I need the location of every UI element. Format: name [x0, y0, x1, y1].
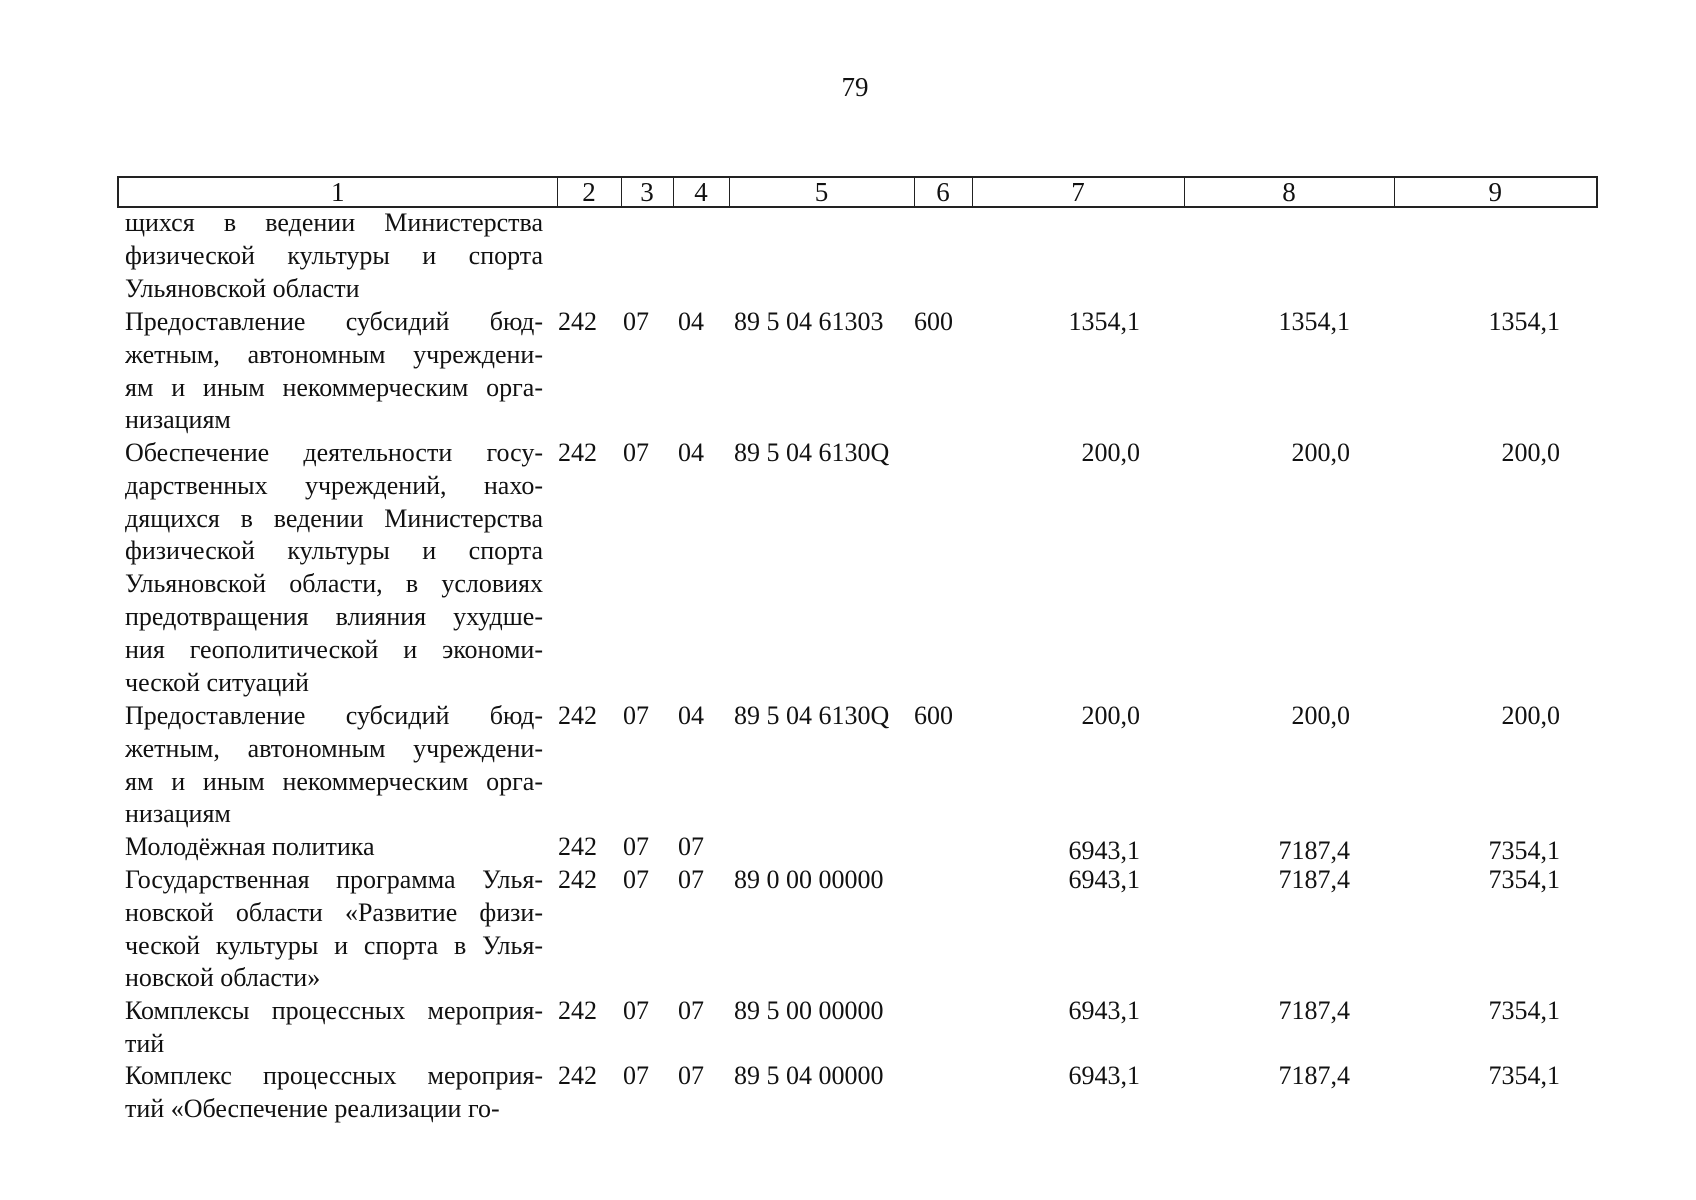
cell-column-7: 6943,1: [1068, 865, 1140, 894]
cell-column-2: 242: [558, 307, 597, 336]
description-line: предотвращения влияния ухудше-: [125, 601, 543, 631]
description-line: новской области «Развитие физи-: [125, 897, 543, 927]
cell-column-4: 04: [678, 438, 704, 467]
column-header-3: 3: [621, 177, 673, 207]
cell-column-8: 7187,4: [1278, 836, 1350, 865]
cell-column-3: 07: [623, 701, 649, 730]
description-line: жетным, автономным учреждени-: [125, 339, 543, 369]
column-header-6: 6: [914, 177, 972, 207]
description-line: физической культуры и спорта: [125, 240, 543, 270]
cell-column-7: 200,0: [1081, 701, 1140, 730]
description-line: новской области»: [125, 963, 321, 993]
description-line: тий «Обеспечение реализации го-: [125, 1093, 500, 1123]
page-number: 79: [841, 72, 869, 102]
cell-column-5: 89 5 04 6130Q: [734, 701, 890, 730]
description-line: Обеспечение деятельности госу-: [125, 438, 543, 467]
cell-column-2: 242: [558, 1061, 597, 1090]
row-description: [125, 1060, 543, 1126]
cell-column-9: 7354,1: [1488, 996, 1560, 1025]
cell-column-5: 89 5 04 6130Q: [734, 438, 890, 467]
column-header-1: 1: [331, 177, 345, 207]
cell-column-7: 6943,1: [1068, 836, 1140, 865]
row-description: [125, 700, 543, 831]
description-line: ческой культуры и спорта в Улья-: [125, 930, 543, 960]
description-line: ческой ситуаций: [125, 667, 309, 697]
cell-column-7: 1354,1: [1068, 307, 1140, 336]
description-line: физической культуры и спорта: [125, 536, 543, 566]
column-header-4: 4: [673, 177, 729, 207]
cell-column-4: 07: [678, 1061, 704, 1090]
description-line: Молодёжная политика: [125, 832, 375, 861]
cell-column-4: 07: [678, 996, 704, 1025]
cell-column-3: 07: [623, 1061, 649, 1090]
description-line: жетным, автономным учреждени-: [125, 733, 543, 763]
cell-column-8: 1354,1: [1278, 307, 1350, 336]
cell-column-2: 242: [558, 865, 597, 894]
description-line: ния геополитической и экономи-: [125, 634, 543, 664]
cell-column-5: 89 5 04 61303: [734, 307, 884, 336]
cell-column-6: 600: [914, 307, 953, 336]
cell-column-2: 242: [558, 996, 597, 1025]
cell-column-4: 04: [678, 307, 704, 336]
description-line: низациям: [125, 799, 231, 829]
description-line: ям и иным некоммерческим орга-: [125, 766, 543, 796]
cell-column-5: 89 5 00 00000: [734, 996, 884, 1025]
row-description: [125, 995, 543, 1061]
cell-column-9: 7354,1: [1488, 836, 1560, 865]
cell-column-2: 242: [558, 701, 597, 730]
cell-column-7: 200,0: [1081, 438, 1140, 467]
cell-column-8: 7187,4: [1278, 1061, 1350, 1090]
cell-column-2: 242: [558, 832, 597, 861]
column-header-5: 5: [729, 177, 914, 207]
cell-column-7: 6943,1: [1068, 996, 1140, 1025]
cell-column-8: 7187,4: [1278, 996, 1350, 1025]
description-line: Государственная программа Улья-: [125, 865, 543, 894]
cell-column-9: 7354,1: [1488, 1061, 1560, 1090]
description-line: Предоставление субсидий бюд-: [125, 701, 543, 730]
cell-column-5: 89 0 00 00000: [734, 865, 884, 894]
row-description: [125, 207, 543, 305]
cell-column-8: 7187,4: [1278, 865, 1350, 894]
column-header-8: 8: [1184, 177, 1394, 207]
cell-column-3: 07: [623, 832, 649, 861]
description-line: ям и иным некоммерческим орга-: [125, 372, 543, 402]
cell-column-4: 07: [678, 832, 704, 861]
cell-column-3: 07: [623, 438, 649, 467]
row-description: [125, 306, 543, 437]
description-line: Ульяновской области: [125, 273, 360, 303]
description-line: Ульяновской области, в условиях: [125, 569, 543, 599]
description-line: тий: [125, 1028, 165, 1058]
row-description: [125, 831, 543, 864]
cell-column-9: 200,0: [1501, 701, 1560, 730]
cell-column-7: 6943,1: [1068, 1061, 1140, 1090]
cell-column-8: 200,0: [1291, 438, 1350, 467]
cell-column-4: 04: [678, 701, 704, 730]
description-line: щихся в ведении Министерства: [125, 208, 543, 237]
cell-column-3: 07: [623, 865, 649, 894]
cell-column-9: 1354,1: [1488, 307, 1560, 336]
cell-column-9: 200,0: [1501, 438, 1560, 467]
description-line: Комплекс процессных мероприя-: [125, 1061, 543, 1090]
column-header-9: 9: [1394, 177, 1597, 207]
description-line: Комплексы процессных мероприя-: [125, 996, 543, 1025]
cell-column-4: 07: [678, 865, 704, 894]
description-line: дарственных учреждений, нахо-: [125, 470, 543, 500]
row-description: [125, 437, 543, 699]
cell-column-2: 242: [558, 438, 597, 467]
cell-column-3: 07: [623, 996, 649, 1025]
cell-column-8: 200,0: [1291, 701, 1350, 730]
cell-column-3: 07: [623, 307, 649, 336]
column-header-2: 2: [557, 177, 621, 207]
cell-column-5: 89 5 04 00000: [734, 1061, 884, 1090]
column-header-row: [118, 177, 1597, 207]
cell-column-6: 600: [914, 701, 953, 730]
cell-column-9: 7354,1: [1488, 865, 1560, 894]
column-header-7: 7: [972, 177, 1184, 207]
description-line: дящихся в ведении Министерства: [125, 503, 543, 533]
row-description: [125, 864, 543, 995]
description-line: Предоставление субсидий бюд-: [125, 307, 543, 336]
column-header-table: [117, 176, 1598, 208]
description-line: низациям: [125, 405, 231, 435]
